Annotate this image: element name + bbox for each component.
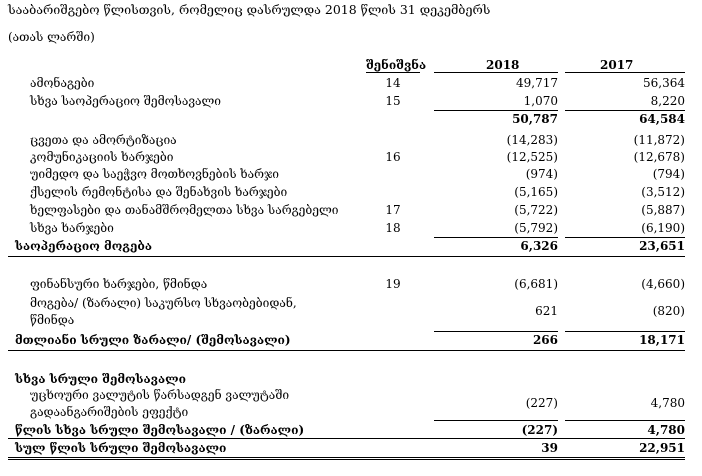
column-header-2017: 2017 [600,58,634,72]
row-label: სხვა ხარჯები [30,221,114,235]
row-label: კომუნიკაციის ხარჯები [30,150,174,164]
row-value-2018: 49,717 [516,76,558,90]
row-value-2017: 23,651 [639,239,685,253]
row-note: 15 [385,94,401,108]
row-value-2017: (5,887) [641,203,685,217]
header-underline-note [366,72,420,73]
row-value-2018: (12,525) [506,150,558,164]
total-line-2017 [565,237,685,238]
row-label: სხვა საოპერაციო შემოსავალი [30,94,222,108]
row-note: 19 [385,277,401,291]
row-label: მოგება/ (ზარალი) საკურსო სხვაობებიდან, წმინდა [30,296,297,327]
statement-title: სააბარიშგებო წლისთვის, რომელიც დასრულდა 2018 წლის 31 დეკემბერს [8,2,491,17]
units-caption: (ათას ლარში) [8,30,95,44]
row-label: ფინანსური ხარჯები, წმინდა [30,277,208,291]
section-divider [8,350,685,351]
row-note: 18 [385,221,401,235]
row-label: უიმედო და საეჭვო მოთხოვნების ხარჯი [30,167,279,181]
column-header-2018: 2018 [486,58,520,72]
row-label: წლის სხვა სრული შემოსავალი / (ზარალი) [15,423,305,437]
row-value-2018: 39 [541,441,558,455]
column-header-note: შენიშვნა [366,58,427,72]
header-underline-2018 [434,72,558,73]
row-label: ამონაგები [30,76,95,90]
subtotal-line-2018 [434,110,558,111]
row-value-2017: 64,584 [639,112,685,126]
row-note: 16 [385,150,401,164]
row-value-2018: (227) [521,423,558,437]
row-value-2018: (6,681) [514,277,558,291]
row-value-2017: 18,171 [639,333,685,347]
row-label: ცვეთა და ამორტიზაცია [30,133,177,147]
total-line-2018 [434,237,558,238]
row-value-2018: 6,326 [520,239,558,253]
row-value-2018: (5,792) [514,221,558,235]
row-value-2018: (14,283) [506,133,558,147]
row-value-2018: (5,165) [514,185,558,199]
total-line-2017 [565,331,685,332]
row-value-2018: 50,787 [512,112,558,126]
row-value-2018: (5,722) [514,203,558,217]
header-underline-2017 [565,72,685,73]
total-line-2018 [434,420,558,421]
row-value-2017: (820) [652,304,685,318]
total-line-2017 [565,420,685,421]
section-heading: სხვა სრული შემოსავალი [15,372,186,386]
row-label: ქსელის რემონტისა და შენახვის ხარჯები [30,185,288,199]
row-value-2017: (4,660) [641,277,685,291]
row-value-2017: 8,220 [650,94,685,108]
row-value-2017: 22,951 [639,441,685,455]
row-label: უცხოური ვალუტის წარსადგენ ვალუტაში გადაანგარიშების ეფექტი [30,388,290,419]
row-value-2018: 266 [532,333,558,347]
row-note: 14 [385,76,401,90]
grand-total-double-underline [8,459,685,460]
row-value-2018: 621 [535,304,558,318]
row-value-2017: (11,872) [633,133,685,147]
row-note: 17 [385,203,401,217]
section-divider [8,438,685,439]
row-value-2017: 4,780 [647,423,685,437]
row-value-2018: 1,070 [523,94,558,108]
row-value-2017: 4,780 [650,396,685,410]
row-label: მთლიანი სრული ზარალი/ (შემოსავალი) [15,333,291,347]
row-value-2017: 56,364 [643,76,685,90]
row-value-2017: (794) [652,167,685,181]
row-value-2017: (12,678) [633,150,685,164]
row-value-2017: (6,190) [641,221,685,235]
total-line-2018 [434,331,558,332]
row-label: საოპერაციო მოგება [15,239,152,253]
row-label: ხელფასები და თანამშრომელთა სხვა სარგებელი [30,203,339,217]
row-value-2018: (227) [525,396,558,410]
row-label: სულ წლის სრული შემოსავალი [15,441,227,455]
grand-total-underline [8,457,685,458]
section-divider [8,256,685,257]
subtotal-line-2017 [565,110,685,111]
row-value-2018: (974) [525,167,558,181]
row-value-2017: (3,512) [641,185,685,199]
